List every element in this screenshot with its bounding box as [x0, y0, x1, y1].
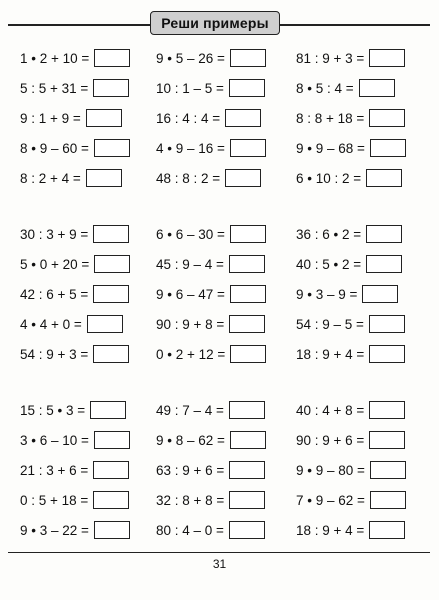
math-problem: [20, 284, 129, 304]
math-problem: [156, 430, 266, 450]
math-problem: [20, 168, 122, 188]
problem-row: [20, 224, 420, 254]
answer-box[interactable]: [229, 521, 265, 539]
answer-box[interactable]: [366, 255, 402, 273]
problem-expression: 30 : 3 + 9 =: [20, 226, 89, 242]
math-problem: [296, 490, 406, 510]
problem-expression: 9 • 5 – 26 =: [156, 50, 225, 66]
problem-block: [20, 48, 420, 198]
math-problem: [296, 400, 405, 420]
problem-expression: 32 : 8 + 8 =: [156, 492, 225, 508]
problem-expression: 9 • 3 – 22 =: [20, 522, 89, 538]
math-problem: [20, 430, 130, 450]
answer-box[interactable]: [93, 461, 129, 479]
answer-box[interactable]: [369, 521, 405, 539]
problem-expression: 40 : 5 • 2 =: [296, 256, 362, 272]
math-problem: [20, 254, 130, 274]
page-number: 31: [212, 557, 227, 571]
math-problem: [156, 400, 265, 420]
problem-expression: 9 • 9 – 80 =: [296, 462, 365, 478]
answer-box[interactable]: [94, 431, 130, 449]
problem-row: [20, 78, 420, 108]
problem-expression: 4 • 9 – 16 =: [156, 140, 225, 156]
problem-expression: 49 : 7 – 4 =: [156, 402, 224, 418]
math-problem: [20, 400, 126, 420]
math-problem: [156, 78, 265, 98]
answer-box[interactable]: [94, 255, 130, 273]
math-problem: [156, 314, 265, 334]
math-problem: [296, 284, 398, 304]
answer-box[interactable]: [369, 431, 405, 449]
problem-row: [20, 48, 420, 78]
math-problem: [156, 284, 266, 304]
answer-box[interactable]: [94, 49, 130, 67]
math-problem: [20, 108, 122, 128]
problem-row: [20, 168, 420, 198]
problem-expression: 7 • 9 – 62 =: [296, 492, 365, 508]
math-problem: [296, 430, 405, 450]
problem-expression: 36 : 6 • 2 =: [296, 226, 362, 242]
answer-box[interactable]: [225, 109, 261, 127]
problem-expression: 42 : 6 + 5 =: [20, 286, 89, 302]
answer-box[interactable]: [369, 315, 405, 333]
problem-expression: 90 : 9 + 6 =: [296, 432, 365, 448]
answer-box[interactable]: [370, 491, 406, 509]
answer-box[interactable]: [86, 109, 122, 127]
problem-row: [20, 108, 420, 138]
problem-row: [20, 400, 420, 430]
math-problem: [156, 344, 266, 364]
answer-box[interactable]: [229, 79, 265, 97]
math-problem: [296, 138, 406, 158]
math-problem: [296, 344, 405, 364]
answer-box[interactable]: [90, 401, 126, 419]
math-problem: [296, 254, 402, 274]
answer-box[interactable]: [230, 345, 266, 363]
problem-expression: 18 : 9 + 4 =: [296, 346, 365, 362]
math-problem: [156, 460, 265, 480]
answer-box[interactable]: [369, 49, 405, 67]
answer-box[interactable]: [369, 401, 405, 419]
answer-box[interactable]: [94, 521, 130, 539]
math-problem: [156, 138, 266, 158]
math-problem: [20, 520, 130, 540]
problem-row: [20, 460, 420, 490]
problem-expression: 3 • 6 – 10 =: [20, 432, 89, 448]
problem-expression: 9 • 3 – 9 =: [296, 286, 358, 302]
problem-expression: 8 • 9 – 60 =: [20, 140, 89, 156]
problem-row: [20, 430, 420, 460]
answer-box[interactable]: [229, 461, 265, 479]
problem-row: [20, 520, 420, 550]
answer-box[interactable]: [94, 139, 130, 157]
math-problem: [20, 314, 123, 334]
problem-row: [20, 284, 420, 314]
problem-row: [20, 138, 420, 168]
problem-expression: 1 • 2 + 10 =: [20, 50, 90, 66]
problem-row: [20, 254, 420, 284]
math-problem: [156, 168, 261, 188]
problem-expression: 5 : 5 + 31 =: [20, 80, 89, 96]
math-problem: [296, 460, 406, 480]
problem-expression: 54 : 9 + 3 =: [20, 346, 89, 362]
problem-expression: 0 : 5 + 18 =: [20, 492, 89, 508]
answer-box[interactable]: [93, 491, 129, 509]
answer-box[interactable]: [366, 225, 402, 243]
problem-expression: 15 : 5 • 3 =: [20, 402, 86, 418]
problem-expression: 9 • 9 – 68 =: [296, 140, 365, 156]
math-problem: [20, 138, 130, 158]
answer-box[interactable]: [229, 491, 265, 509]
problem-expression: 90 : 9 + 8 =: [156, 316, 225, 332]
math-problem: [20, 78, 129, 98]
problem-expression: 8 • 5 : 4 =: [296, 80, 354, 96]
answer-box[interactable]: [230, 431, 266, 449]
answer-box[interactable]: [362, 285, 398, 303]
problem-expression: 16 : 4 : 4 =: [156, 110, 221, 126]
problem-expression: 48 : 8 : 2 =: [156, 170, 221, 186]
math-problem: [296, 78, 395, 98]
answer-box[interactable]: [369, 109, 405, 127]
problem-expression: 63 : 9 + 6 =: [156, 462, 225, 478]
problem-expression: 54 : 9 – 5 =: [296, 316, 364, 332]
problem-row: [20, 490, 420, 520]
answer-box[interactable]: [359, 79, 395, 97]
problem-expression: 9 • 8 – 62 =: [156, 432, 225, 448]
problem-expression: 0 • 2 + 12 =: [156, 346, 226, 362]
answer-box[interactable]: [87, 315, 123, 333]
answer-box[interactable]: [229, 255, 265, 273]
problem-expression: 21 : 3 + 6 =: [20, 462, 89, 478]
math-problem: [296, 314, 405, 334]
answer-box[interactable]: [93, 285, 129, 303]
math-problem: [156, 254, 265, 274]
math-problem: [20, 490, 129, 510]
problem-expression: 10 : 1 – 5 =: [156, 80, 224, 96]
math-problem: [20, 344, 129, 364]
math-problem: [156, 224, 266, 244]
problem-block: [20, 224, 420, 374]
page-title: Реши примеры: [150, 11, 280, 35]
math-problem: [156, 108, 261, 128]
problem-row: [20, 344, 420, 374]
math-problem: [156, 520, 265, 540]
answer-box[interactable]: [225, 169, 261, 187]
answer-box[interactable]: [230, 225, 266, 243]
problem-expression: 45 : 9 – 4 =: [156, 256, 224, 272]
answer-box[interactable]: [230, 49, 266, 67]
answer-box[interactable]: [229, 315, 265, 333]
answer-box[interactable]: [370, 139, 406, 157]
problem-expression: 6 • 10 : 2 =: [296, 170, 362, 186]
problem-expression: 4 • 4 + 0 =: [20, 316, 82, 332]
math-problem: [156, 48, 266, 68]
math-problem: [296, 168, 402, 188]
answer-box[interactable]: [93, 345, 129, 363]
problem-expression: 8 : 8 + 18 =: [296, 110, 365, 126]
answer-box[interactable]: [230, 139, 266, 157]
problem-block: [20, 400, 420, 550]
math-problem: [20, 224, 129, 244]
answer-box[interactable]: [93, 225, 129, 243]
answer-box[interactable]: [93, 79, 129, 97]
math-problem: [296, 108, 405, 128]
problem-expression: 6 • 6 – 30 =: [156, 226, 225, 242]
problem-expression: 9 : 1 + 9 =: [20, 110, 81, 126]
problem-expression: 81 : 9 + 3 =: [296, 50, 365, 66]
answer-box[interactable]: [86, 169, 122, 187]
problem-expression: 8 : 2 + 4 =: [20, 170, 81, 186]
problem-expression: 40 : 4 + 8 =: [296, 402, 365, 418]
problem-expression: 9 • 6 – 47 =: [156, 286, 225, 302]
problem-expression: 5 • 0 + 20 =: [20, 256, 90, 272]
answer-box[interactable]: [370, 461, 406, 479]
math-problem: [296, 224, 402, 244]
answer-box[interactable]: [366, 169, 402, 187]
problem-expression: 18 : 9 + 4 =: [296, 522, 365, 538]
math-problem: [20, 48, 130, 68]
answer-box[interactable]: [230, 285, 266, 303]
math-problem: [156, 490, 265, 510]
problem-row: [20, 314, 420, 344]
bottom-rule: [8, 552, 430, 553]
problem-expression: 80 : 4 – 0 =: [156, 522, 224, 538]
math-problem: [296, 520, 405, 540]
math-problem: [20, 460, 129, 480]
math-problem: [296, 48, 405, 68]
answer-box[interactable]: [229, 401, 265, 419]
answer-box[interactable]: [369, 345, 405, 363]
